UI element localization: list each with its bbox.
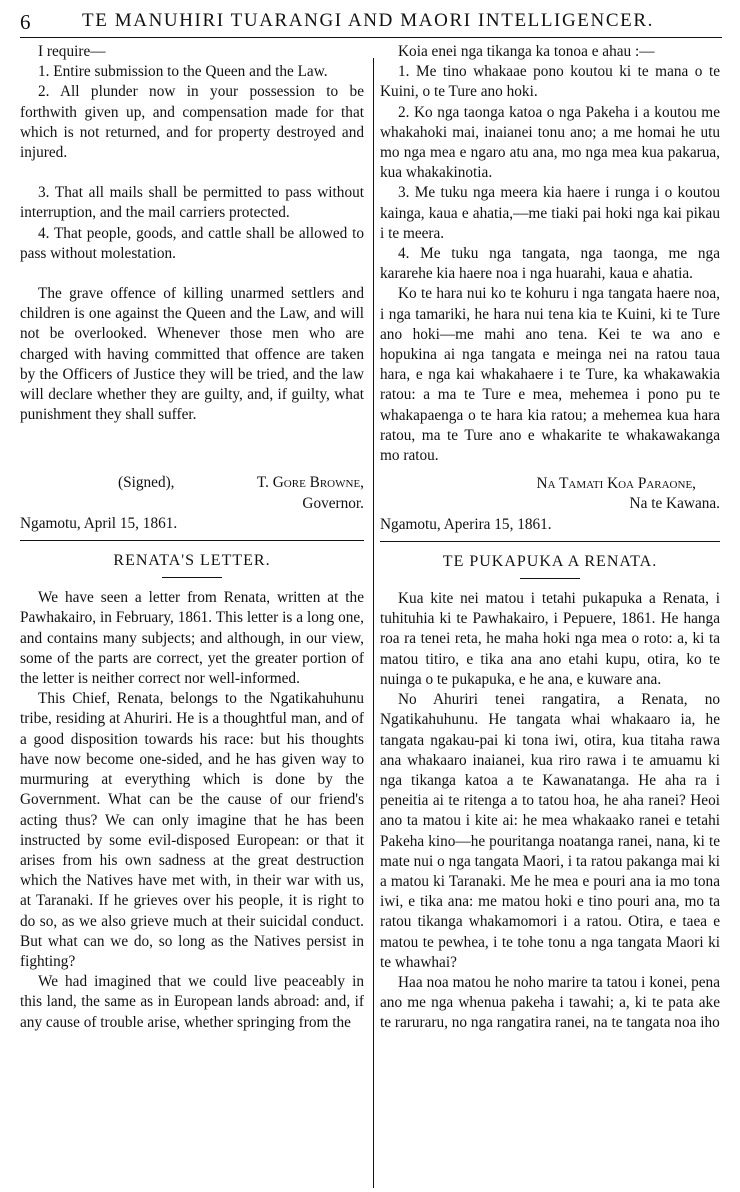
requirement-item: 1. Me tino whakaae pono koutou ki te mana o te Kuini, o te Ture ano hoki. (380, 63, 720, 101)
letter-paragraph: This Chief, Renata, belongs to the Ngatikahuhunu tribe, residing at Ahuriri. He is a thoughtful man, and of a good disposition towards his race: but his thoughts have now become one-sided, and he has given way to murmuring at everything which is done by the Government. What can be the cause of our friend's acting thus? We can only imagine that he has been instructed by some evil-disposed European: or that it arises from his own sadness at the great destruction which the Natives have met with, in their war with us, at Taranaki. If he grieves over his people, it is right to do so, as we also grieve much at their suicidal conduct. But what can we do, so long as the Natives persist in fighting? (20, 690, 364, 970)
page-header (0, 0, 740, 40)
letter-paragraph: We have seen a letter from Renata, written at the Pawhakairo, in February, 1861. This letter is a long one, and contains many subjects; and although, in our view, some of the parts are correct, yet the greater portion of the letter is neither correct nor well-informed. (20, 589, 364, 688)
letter-paragraph: Kua kite nei matou i tetahi pukapuka a Renata, i tuhituhia ki te Pawhakairo, i Pepuere, 1861. He hanga roa ra tenei reta, he maha hoki nga mea o roto: a, ki ta matou titiro, e tika ana ano etahi kupu, otira, ko te nuinga o te pukapuka, e he ana, e kuware ana. (380, 590, 720, 688)
requirement-item: 2. Ko nga taonga katoa o nga Pakeha i a koutou me whakahoki mai, inaianei tonu ano; a me homai he utu mo nga mea e ngaro atu ana, mo nga mea kua pakarua, kua whakakinotia. (380, 103, 720, 182)
page-number: 6 (20, 10, 31, 34)
heading-rule (520, 578, 580, 579)
requirements-intro: Koia enei nga tikanga ka tonoa e ahau :— (398, 43, 655, 60)
letter-paragraph: We had imagined that we could live peaceably in this land, the same as in European lands abroad: and, if any cause of trouble arise, whether springing from the (20, 973, 364, 1031)
header-rule (20, 37, 722, 38)
signed-label: (Signed), (118, 474, 175, 492)
dateline: Ngamotu, April 15, 1861. (20, 514, 178, 532)
section-rule (380, 541, 720, 542)
signer-title: Governor. (302, 494, 364, 512)
requirement-item: 4. Me tuku nga tangata, nga taonga, me nga kararehe kia haere noa i nga huarahi, kaua e ahatia. (380, 245, 720, 283)
requirement-item: 2. All plunder now in your possession to be forthwith given up, and compensation made for that which is not returned, and for property destroyed and injured. (20, 83, 364, 162)
requirement-item: 1. Entire submission to the Queen and the Law. (38, 63, 328, 81)
signature-block (380, 474, 720, 514)
signer-name: Na Tamati Koa Paraone, (536, 475, 696, 493)
column-divider (373, 58, 374, 1188)
maori-column (380, 42, 720, 1034)
requirements-intro: I require— (38, 43, 106, 60)
proclamation-paragraph: The grave offence of killing unarmed settlers and children is one against the Queen and the Law, and will not be overlooked. Whenever those men who are charged with having committed that offence are taken by the Officers of Justice they will be tried, and the law will declare whether they are guilty, and, if guilty, what punishment they shall suffer. (20, 285, 364, 424)
section-heading: TE PUKAPUKA A RENATA. (442, 552, 658, 570)
dateline: Ngamotu, Aperira 15, 1861. (380, 515, 552, 533)
requirement-item: 3. Me tuku nga meera kia haere i runga i o koutou kainga, kaua e ahatia,—me tiaki pai hoki nga kai pikau i te meera. (380, 184, 720, 242)
signature-block (20, 473, 364, 513)
requirement-item: 3. That all mails shall be permitted to pass without interruption, and the mail carriers protected. (20, 184, 364, 222)
english-column (20, 42, 364, 1033)
requirement-item: 4. That people, goods, and cattle shall be allowed to pass without molestation. (20, 224, 364, 262)
proclamation-paragraph: Ko te hara nui ko te kohuru i nga tangata haere noa, i nga tamariki, he hara nui tena kia te Kuini, ki te Ture ano hoki—me mahi ano tena. Kei te wa ano e hopukina ai nga tangata e meinga nei na ratou taua hara, e nga kai whakahaere i te Ture, ka whakawakia ratou: a ma te Ture e mea, mehemea i pono pu te whakapaenga o te hara kia ratou; a mehemea kua hara ratou, ma te Ture ano e whakarite te whakawakanga mo ratou. (380, 285, 720, 465)
running-head: TE MANUHIRI TUARANGI AND MAORI INTELLIGENCER. (82, 10, 654, 31)
section-heading: RENATA'S LETTER. (113, 552, 271, 570)
signer-name: T. Gore Browne, (256, 474, 364, 492)
heading-rule (162, 577, 222, 578)
letter-paragraph: No Ahuriri tenei rangatira, a Renata, no Ngatikahuhunu. He tangata whai whakaaro ia, he tangata ngakau-pai ki tona iwi, otira, kua titaha rawa ana whakaaro inaianei, kua riro rawa i te amuamu ki nga tikanga katoa a te Kawanatanga. He aha ra i peneitia ai te ritenga a to tatou hoa, he aha ranei? Heoi ano ta matou i kite ai: he mea whakaako ranei e tetahi Pakeha kino—he pouritanga noatanga ranei, nana, ki te mate nui o nga tangata Maori, i ta ratou pakanga mai ki a matou ki Taranaki. Me he mea e pouri ana ia mo tona iwi, e tika ana: me matou hoki e tino pouri ana, mo ta ratou tikanga whakamomori i a ratou. Otira, e taea e matou te pewhea, i te tohe tonu a nga tangata Maori ki te whawhai? (380, 691, 720, 971)
letter-paragraph: Haa noa matou he noho marire ta tatou i konei, pena ano me nga whenua pakeha i tawahi; a, ki te pata ake te raruraru, no nga rangatira ranei, na te tangata noa iho (380, 973, 720, 1032)
signer-title: Na te Kawana. (629, 495, 720, 513)
section-rule (20, 540, 364, 541)
